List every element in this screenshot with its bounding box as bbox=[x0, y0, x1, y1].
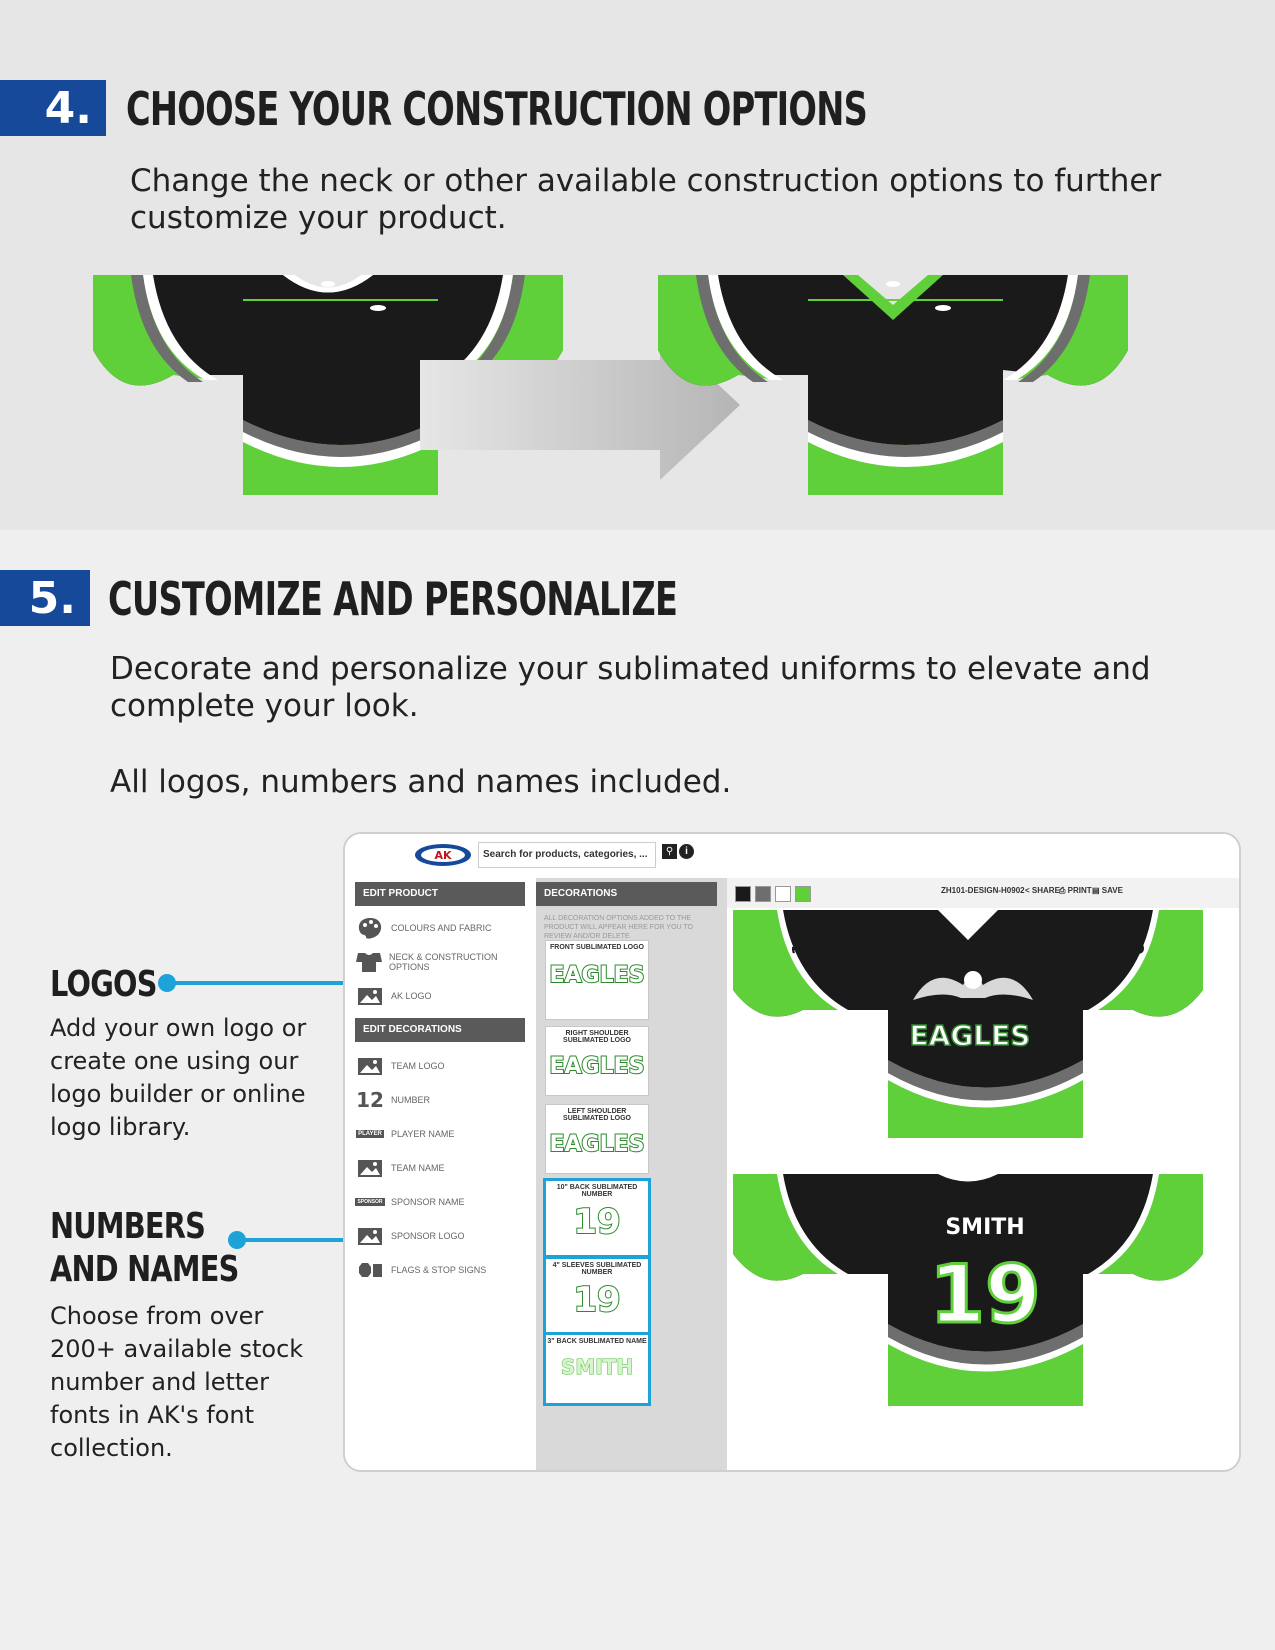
print-button[interactable]: ⎙ PRINT bbox=[1059, 886, 1092, 895]
back-name-text: SMITH bbox=[945, 1215, 1025, 1240]
step-5-title: CUSTOMIZE AND PERSONALIZE bbox=[108, 572, 678, 626]
svg-text:AK: AK bbox=[434, 849, 452, 862]
logos-title: LOGOS bbox=[50, 964, 157, 1005]
menu-label: NUMBER bbox=[391, 1095, 431, 1105]
menu-team-name[interactable] bbox=[355, 1154, 525, 1182]
back-number-text: 19 bbox=[929, 1248, 1041, 1341]
share-button[interactable]: < SHARE bbox=[1025, 886, 1060, 895]
search-input[interactable]: Search for products, categories, ... bbox=[478, 842, 656, 868]
sponsor-tag-icon: SPONSOR bbox=[357, 1199, 383, 1205]
deco-card-front-logo[interactable] bbox=[545, 940, 649, 1020]
deco-card-right-shoulder[interactable] bbox=[545, 1026, 649, 1096]
deco-card-content: SMITH bbox=[560, 1355, 634, 1379]
sleeve-number-right: 19 bbox=[1126, 930, 1147, 956]
decorations-note: ALL DECORATION OPTIONS ADDED TO THE PRODUCT WILL APPEAR HERE FOR YOU TO REVIEW AND/OR DELETE bbox=[544, 915, 693, 940]
menu-label: FLAGS & STOP SIGNS bbox=[391, 1265, 487, 1275]
deco-card-label: RIGHT SHOULDER SUBLIMATED LOGO bbox=[563, 1030, 631, 1044]
step-4-description: Change the neck or other available construction options to further customize your product. bbox=[130, 163, 1162, 236]
numbers-title-line2: AND NAMES bbox=[50, 1249, 239, 1290]
deco-card-back-number[interactable] bbox=[543, 1178, 651, 1258]
menu-label: COLOURS AND FABRIC bbox=[391, 923, 492, 933]
share-label: SHARE bbox=[1031, 886, 1060, 895]
numbers-title-line1: NUMBERS bbox=[50, 1206, 206, 1247]
sleeve-number-left: 19 bbox=[789, 930, 810, 956]
palette-icon bbox=[355, 916, 385, 940]
numbers-description: Choose from over 200+ available stock number and letter fonts in AK's font collection. bbox=[50, 1302, 304, 1462]
preview-panel bbox=[727, 878, 1241, 1472]
image-icon bbox=[355, 1054, 385, 1078]
image-icon bbox=[355, 984, 385, 1008]
menu-label: NECK & CONSTRUCTION OPTIONS bbox=[389, 952, 498, 972]
image-icon bbox=[355, 1224, 385, 1248]
save-label: SAVE bbox=[1101, 886, 1123, 895]
color-swatch-green[interactable] bbox=[795, 886, 811, 902]
app-topbar bbox=[345, 834, 1239, 878]
menu-label: TEAM LOGO bbox=[391, 1061, 445, 1071]
front-logo-text: EAGLES bbox=[909, 1019, 1031, 1052]
deco-card-label: LEFT SHOULDER SUBLIMATED LOGO bbox=[563, 1108, 631, 1122]
deco-card-label: 3" BACK SUBLIMATED NAME bbox=[547, 1338, 647, 1345]
jersey-back-preview bbox=[733, 1174, 1203, 1406]
designer-app-window bbox=[343, 832, 1241, 1472]
deco-card-left-shoulder[interactable] bbox=[545, 1104, 649, 1174]
menu-sponsor-logo[interactable] bbox=[355, 1222, 525, 1250]
image-icon bbox=[355, 1156, 385, 1180]
deco-card-content: EAGLES bbox=[549, 1132, 645, 1157]
menu-colours-fabric[interactable] bbox=[355, 914, 525, 942]
deco-card-content: EAGLES bbox=[549, 963, 645, 988]
design-id: ZH101-DESIGN-H0902 bbox=[941, 886, 1025, 895]
number-icon: 12 bbox=[356, 1088, 384, 1112]
step-4-title: CHOOSE YOUR CONSTRUCTION OPTIONS bbox=[126, 82, 868, 136]
menu-label: SPONSOR NAME bbox=[391, 1197, 465, 1207]
menu-label: PLAYER NAME bbox=[391, 1129, 455, 1139]
color-swatch-black[interactable] bbox=[735, 886, 751, 902]
menu-label: SPONSOR LOGO bbox=[391, 1231, 465, 1241]
deco-card-label: FRONT SUBLIMATED LOGO bbox=[550, 944, 644, 951]
stop-sign-icon bbox=[355, 1258, 385, 1282]
deco-card-content: EAGLES bbox=[549, 1054, 645, 1079]
step-5-description: Decorate and personalize your sublimated uniforms to elevate and complete your look. bbox=[110, 651, 1151, 724]
menu-team-logo[interactable] bbox=[355, 1052, 525, 1080]
menu-label: AK LOGO bbox=[391, 991, 432, 1001]
color-swatch-gray[interactable] bbox=[755, 886, 771, 902]
edit-panel bbox=[345, 878, 536, 1472]
color-swatch-white[interactable] bbox=[775, 886, 791, 902]
info-icon[interactable]: i bbox=[679, 844, 694, 859]
player-tag-icon: PLAYER bbox=[358, 1131, 382, 1137]
deco-card-label: 4" SLEEVES SUBLIMATED NUMBER bbox=[552, 1262, 642, 1276]
menu-ak-logo[interactable] bbox=[355, 982, 525, 1010]
search-icon[interactable]: ⚲ bbox=[662, 844, 677, 859]
step-4-number: 4. bbox=[0, 80, 106, 136]
deco-card-label: 10" BACK SUBLIMATED NUMBER bbox=[556, 1184, 638, 1198]
decorations-header: DECORATIONS bbox=[536, 882, 717, 906]
print-label: PRINT bbox=[1067, 886, 1092, 895]
logos-description: Add your own logo or create one using our logo builder or online logo library. bbox=[50, 1014, 307, 1141]
deco-card-back-name[interactable] bbox=[543, 1332, 651, 1406]
menu-neck-construction[interactable] bbox=[355, 948, 525, 976]
step-5-number: 5. bbox=[0, 570, 90, 626]
save-button[interactable]: ▤ SAVE bbox=[1092, 886, 1123, 895]
edit-product-header: EDIT PRODUCT bbox=[355, 882, 525, 906]
edit-decorations-header: EDIT DECORATIONS bbox=[355, 1018, 525, 1042]
decorations-panel bbox=[536, 878, 727, 1472]
jersey-front-preview bbox=[733, 910, 1203, 1138]
deco-card-content: 19 bbox=[573, 1202, 621, 1242]
menu-flags-stop-signs[interactable] bbox=[355, 1256, 525, 1284]
jersey-icon bbox=[355, 950, 383, 974]
menu-sponsor-name[interactable] bbox=[355, 1188, 525, 1216]
menu-label: TEAM NAME bbox=[391, 1163, 445, 1173]
jersey-v-neck bbox=[658, 270, 1128, 495]
deco-card-sleeve-number[interactable] bbox=[543, 1256, 651, 1336]
menu-number[interactable] bbox=[355, 1086, 525, 1114]
menu-player-name[interactable] bbox=[355, 1120, 525, 1148]
deco-card-content: 19 bbox=[573, 1280, 621, 1320]
ak-logo-icon[interactable] bbox=[413, 842, 473, 868]
step-5-note: All logos, numbers and names included. bbox=[110, 764, 732, 800]
